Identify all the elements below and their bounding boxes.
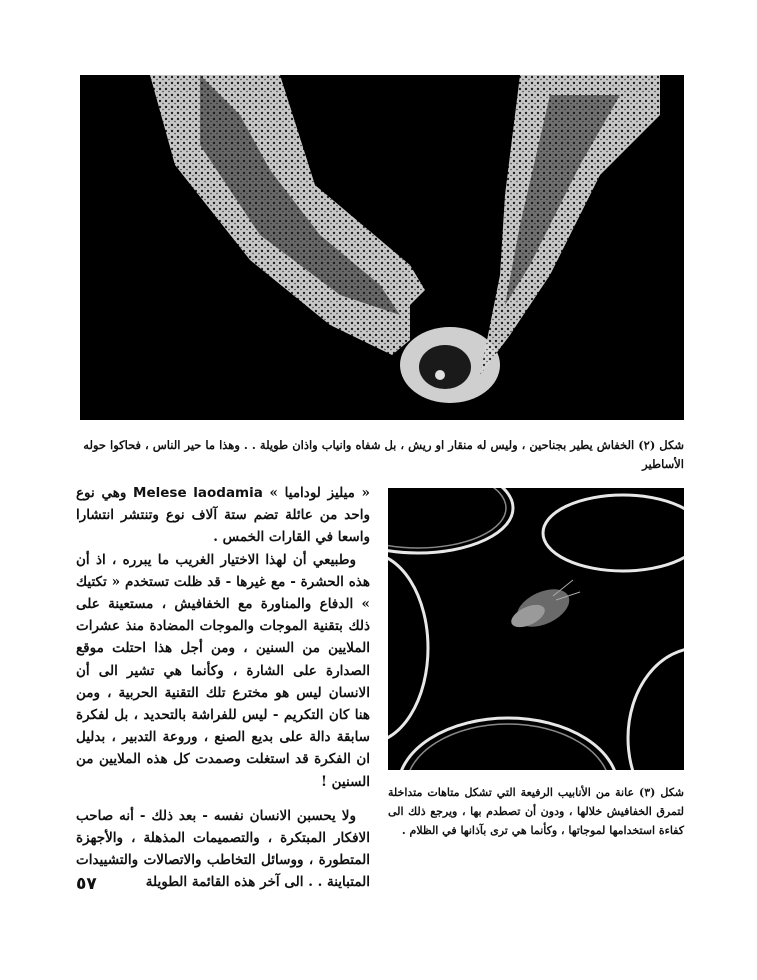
body-text-column — [76, 482, 370, 894]
bat-illustration — [80, 75, 684, 420]
paragraph-1 — [76, 482, 370, 549]
moth-illustration — [388, 488, 684, 770]
page-number: ٥٧ — [76, 874, 97, 894]
species-name-arabic: « ميليز لوداميا » — [269, 485, 370, 501]
paragraph-1-text: وهي نوع واحد من عائلة تضم ستة آلاف نوع وتنتشر انتشارا واسعا في القارات الخمس . — [76, 485, 370, 546]
figure-2-bat-image — [80, 75, 684, 420]
figure-3-moth-image — [388, 488, 684, 770]
species-name-latin: Melese laodamia — [133, 485, 263, 501]
paragraph-2: وطبيعي أن لهذا الاختيار الغريب ما يبرره ، اذ أن هذه الحشرة - مع غيرها - قد ظلت تستخدم « تكتيك » الدفاع والمناورة مع الخفافيش ، مستعينة على ذلك بتقنية الموجات والموجات المضادة منذ عشرات الملايين من السنين ، ومن أجل هذا احتلت موقع الصدارة على الشارة ، وكأنما هي تشير الى أن الانسان ليس هو مخترع تلك التقنية الحربية ، ومن هنا كان التكريم - ليس للفراشة بالتحديد ، بل لفكرة سابقة دالة على بديع الصنع ، وروعة التدبير ، بدليل ان الفكرة قد استغلت وصمدت كل هذه الملايين من السنين ! — [76, 551, 370, 790]
paragraph-3: ولا يحسبن الانسان نفسه - بعد ذلك - أنه صاحب الافكار المبتكرة ، والتصميمات المذهلة ، والأجهزة المتطورة ، ووسائل التخاطب والاتصالات والتشييدات المتباينة . . الى آخر هذه القائمة الطويلة — [76, 807, 370, 891]
figure-2-caption: شكل (٢) الخفاش يطير بجناحين ، وليس له منقار او ريش ، بل شفاه وانياب واذان طويلة . . وهذا ما حير الناس ، فحاكوا حوله الأساطير — [83, 438, 684, 471]
moth-figure — [508, 580, 580, 634]
figure-3-caption: شكل (٣) عانة من الأنابيب الرفيعة التي تشكل متاهات متداخلة لتمرق الخفافيش خلالها ، ودون أن تصطدم بها ، ويرجع ذلك الى كفاءة استخدامها لموجاتها ، وكأنما هي ترى بآذانها في الظلام . — [388, 786, 685, 837]
